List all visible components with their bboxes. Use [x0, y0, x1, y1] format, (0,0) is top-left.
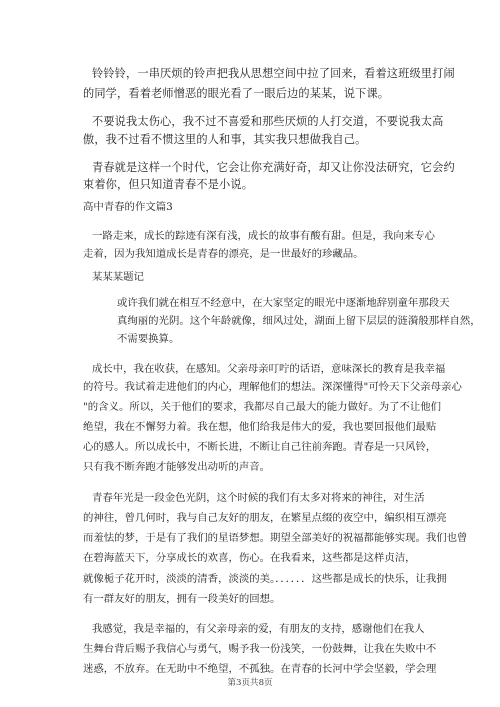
text-line: 傲，我不过看不惯这里的人和事，其实我只想做我自己。 [83, 133, 367, 146]
text-line: 生舞台背后赐予我信心与勇气，赐予我一份浅笑，一份鼓舞，让我在失败中不 [83, 643, 437, 655]
text-line: 不需要换算。 [117, 333, 180, 345]
text-line: 的符号。我试着走进他们的内心，理解他们的想法。深深懂得"可怜天下父亲母亲心 [83, 381, 462, 393]
text-line: 迷惑，不放弃。在无助中不绝望，不孤独。在青春的长河中学会坚毅，学会理 [83, 663, 437, 675]
text-line: 只有我不断奔跑才能够发出动听的声音。 [83, 461, 271, 473]
text-line: 就像栀子花开时，淡淡的清香，淡淡的美。．．．．．．这些都是成长的快乐，让我拥 [83, 573, 447, 585]
page-number-footer: 第3页共8页 [227, 678, 273, 688]
text-line: 铃铃铃，一串厌烦的铃声把我从思想空间中拉了回来，看着这班级里打闹 [92, 67, 455, 80]
text-line: 真绚丽的光阴。这个年龄就像，细风过处，湖面上留下层层的涟漪般那样自然， [117, 315, 481, 327]
text-line: 心的感人。所以成长中，不断长进，不断让自己往前奔跑。青春是一只风铃， [83, 441, 437, 453]
text-line: 的神往，曾几何时，我与自己友好的朋友，在繁星点缀的夜空中，编织相互漂亮 [83, 512, 447, 524]
epigraph: 某某某题记 [92, 271, 144, 283]
text-line: 在碧海蓝天下，分享成长的欢喜，伤心。在我看来，这些都是这样贞洁， [83, 552, 416, 564]
text-line: 走着，因为我知道成长是青春的漂亮，是一世最好的珍藏品。 [83, 248, 364, 260]
text-line: 不要说我太伤心，我不过不喜爱和那些厌烦的人打交道，不要说我太高 [92, 115, 444, 128]
text-line: "的含义。所以，关于他们的要求，我都尽自己最大的能力做好。为了不让他们 [83, 401, 442, 413]
text-line: 束着你，但只知道青春不是小说。 [83, 178, 254, 191]
text-line: 青春就是这样一个时代，它会让你充满好奇，却又让你没法研究，它会约 [92, 161, 455, 174]
text-line: 的同学，看着老师憎恶的眼光看了一眼后边的某某，说下课。 [83, 87, 390, 100]
text-line: 青春年光是一段金色光阴，这个时候的我们有太多对将来的神往，对生活 [92, 492, 425, 504]
text-line: 有一群友好的朋友，拥有一段美好的回想。 [83, 593, 281, 605]
text-line: 或许我们就在相互不经意中，在大家坚定的眼光中逐渐地辞别童年那段天 [117, 297, 450, 309]
text-line: 绝望，我在不懈努力着。我在想，他们给我是伟大的爱，我也要回报他们最贴 [83, 421, 437, 433]
text-line: 成长中，我在收获，在感知。父亲母亲叮咛的话语，意味深长的教育是我幸福 [92, 363, 446, 375]
text-line: 而羞怯的梦，于是有了我们的星语梦想。期望全部美好的祝福都能够实现。我们也曾 [83, 532, 468, 544]
text-line: 一路走来，成长的踪迹有深有浅，成长的故事有酸有甜。但是，我向来专心 [92, 230, 435, 242]
text-line: 我感觉，我是幸福的，有父亲母亲的爱，有朋友的支持，感谢他们在我人 [92, 623, 425, 635]
section-heading: 高中青春的作文篇3 [83, 201, 173, 213]
